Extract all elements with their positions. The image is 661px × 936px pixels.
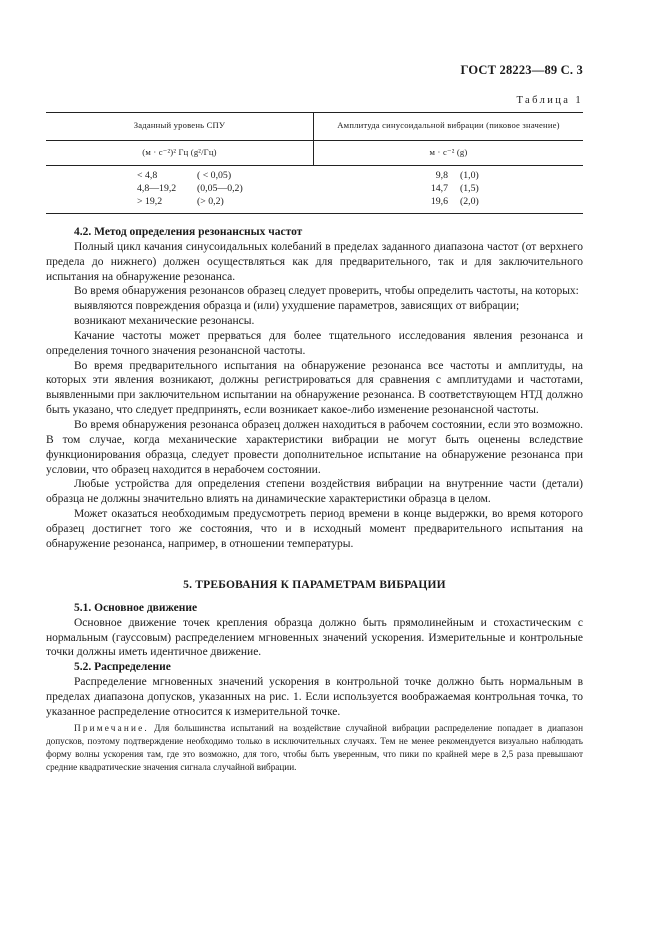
paragraph: Качание частоты может прерваться для более тщательного исследования явления резонанса и определения точного значения резонансной частоты. bbox=[46, 329, 583, 357]
note bbox=[46, 722, 583, 774]
subsection-heading: 5.1. Основное движение bbox=[74, 601, 198, 614]
note-paragraph bbox=[46, 722, 583, 774]
table-cell-amp-g: (2,0) bbox=[460, 196, 479, 207]
note-label: Примечание. bbox=[74, 723, 149, 733]
subsection-heading: 5.2. Распределение bbox=[74, 661, 171, 674]
table-cell-amp-g: (1,5) bbox=[460, 183, 479, 194]
table-top-rule bbox=[46, 112, 583, 113]
table-header-rule bbox=[46, 140, 583, 141]
table-col1-header: Заданный уровень СПУ bbox=[133, 120, 226, 130]
paragraph: Распределение мгновенных значений ускорения в контрольной точке должно быть нормальным в пределах диапазона допусков, указанных на рис. 1. Если используется воображаемая контрольная точка, то указанное распределение относится к измерительной точке. bbox=[46, 676, 583, 718]
paragraph: Во время обнаружения резонанса образец должен находиться в рабочем состоянии, если это возможно. В том случае, когда механические характеристики вибрации не могут быть оценены вследствие функционирования образца, следует провести дополнительное испытание на обнаружение резонанса при условии, что образец находится в нерабочем состоянии. bbox=[46, 418, 583, 476]
table-cell-amp: 14,7 bbox=[430, 183, 448, 194]
paragraph: Во время предварительного испытания на обнаружение резонанса все частоты и амплитуды, на которых эти явления возникают, должны регистрироваться для сравнения с амплитудами и частотами, выявленными при заключительном испытании на обнаружение резонанса. В соответствующем НТД должно быть указано, что следует предпринять, если возникает какое-либо изменение резонансной частоты. bbox=[46, 359, 583, 417]
section-heading: 4.2. Метод определения резонансных частот bbox=[74, 226, 303, 238]
paragraph: выявляются повреждения образца и (или) ухудшение параметров, зависящих от вибрации; bbox=[74, 300, 520, 313]
paragraph: Полный цикл качания синусоидальных колебаний в пределах заданного диапазона частот (от верхнего предела до нижнего) должен осуществляться как для предварительного, так и для заключительного испытания на обнаружение резонанса. bbox=[46, 240, 583, 283]
table-cell-spu-g: (0,05—0,2) bbox=[197, 183, 243, 194]
paragraph: Любые устройства для определения степени воздействия вибрации на внутренние части (детали) образца не должны значительно влиять на динамические характеристики образца в целом. bbox=[46, 478, 583, 506]
table-col2-header: Амплитуда синусоидальной вибрации (пиковое значение) bbox=[337, 120, 560, 130]
table-cell-spu: > 19,2 bbox=[137, 196, 163, 207]
section-title: 5. ТРЕБОВАНИЯ К ПАРАМЕТРАМ ВИБРАЦИИ bbox=[183, 579, 446, 591]
table-col1-units: (м · с⁻²)² Гц (g²/Гц) bbox=[142, 147, 217, 157]
paragraph: Основное движение точек крепления образца должно быть прямолинейным и стохастическим с нормальным (гауссовым) распределением мгновенных значений ускорения. Измерительные и контрольные точки должны иметь идентичное движение. bbox=[46, 616, 583, 659]
section-5 bbox=[46, 578, 583, 720]
table-cell-spu-g: (> 0,2) bbox=[197, 196, 224, 207]
table-cell-spu: < 4,8 bbox=[137, 170, 158, 181]
paragraph: возникают механические резонансы. bbox=[74, 315, 255, 328]
paragraph: Во время обнаружения резонансов образец следует проверить, чтобы определить частоты, на которых: bbox=[74, 285, 579, 298]
table-cell-amp: 19,6 bbox=[430, 196, 448, 207]
paragraph: Может оказаться необходимым предусмотреть период времени в конце выдержки, во время которого образец достигнет того же состояния, что и в исходный момент предварительного испытания на обнаружение резонанса, например, в отношении температуры. bbox=[46, 508, 583, 550]
section-4-2 bbox=[46, 225, 583, 552]
table-cell-amp-g: (1,0) bbox=[460, 170, 479, 181]
table-cell-spu: 4,8—19,2 bbox=[137, 183, 177, 194]
table-caption: Таблица 1 bbox=[516, 95, 583, 106]
table-units-rule bbox=[46, 165, 583, 166]
page-header: ГОСТ 28223—89 С. 3 bbox=[460, 63, 583, 77]
note-text: Для большинства испытаний на воздействие случайной вибрации распределение попадает в диапазон допусков, поэтому подтверждение необходимо только в исключительных случаях. Тем не менее рекомендуется визуально наблюдать форму волны ускорения там, где это возможно, для того, чтобы быть уверенным, что пики по крайней мере в 2,5 раза превышают средние квадратические значения сигнала случайной вибрации. bbox=[46, 723, 584, 772]
table-cell-amp: 9,8 bbox=[435, 170, 448, 181]
table-bottom-rule bbox=[46, 213, 583, 214]
table-col2-units: м · с⁻² (g) bbox=[429, 147, 468, 157]
table-cell-spu-g: ( < 0,05) bbox=[197, 170, 232, 181]
